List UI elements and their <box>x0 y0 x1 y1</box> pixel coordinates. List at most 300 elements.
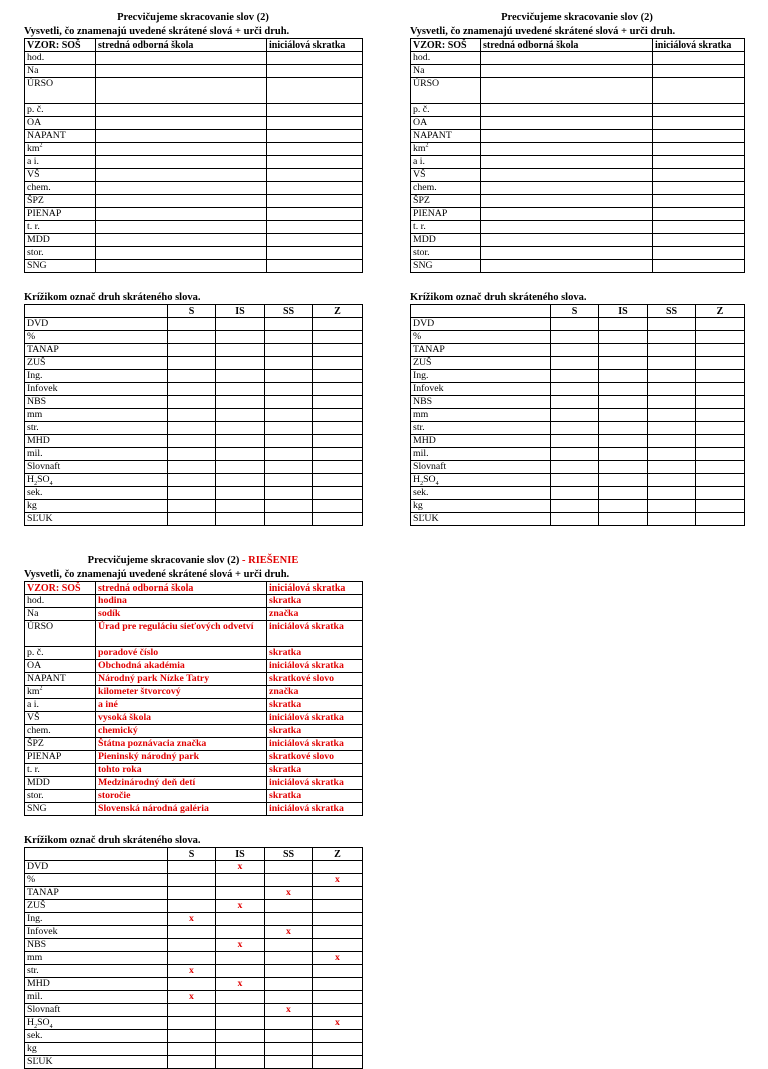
checkbox-cell[interactable] <box>265 448 313 461</box>
checkbox-cell[interactable] <box>599 409 648 422</box>
table-row <box>25 777 363 790</box>
checkbox-cell[interactable] <box>648 435 696 448</box>
checkbox-cell[interactable] <box>599 370 648 383</box>
checkbox-cell[interactable] <box>696 474 745 487</box>
meaning-cell[interactable] <box>481 104 653 117</box>
checkbox-cell[interactable] <box>696 487 745 500</box>
meaning-cell[interactable] <box>96 65 267 78</box>
meaning-cell: tohto roka <box>96 764 267 777</box>
checkbox-cell[interactable] <box>265 461 313 474</box>
checkbox-cell[interactable] <box>599 422 648 435</box>
checkbox-cell[interactable] <box>168 474 216 487</box>
abbreviation-type-table-solution <box>24 847 363 1069</box>
checkbox-cell <box>216 965 265 978</box>
checkbox-cell: x <box>265 926 313 939</box>
table-row <box>25 500 363 513</box>
checkbox-cell[interactable] <box>168 396 216 409</box>
checkbox-cell[interactable] <box>696 513 745 526</box>
abbreviation-cell: chem. <box>25 182 96 195</box>
checkbox-cell <box>313 965 363 978</box>
type-cell[interactable] <box>653 52 745 65</box>
type-cell[interactable] <box>267 247 363 260</box>
checkbox-cell <box>168 952 216 965</box>
type-cell: skratkové slovo <box>267 751 363 764</box>
table-row <box>411 474 745 487</box>
checkbox-cell[interactable] <box>216 487 265 500</box>
checkbox-cell[interactable] <box>551 370 599 383</box>
meaning-cell[interactable] <box>96 221 267 234</box>
table-row <box>411 65 745 78</box>
column-header-s: S <box>168 848 216 861</box>
checkbox-cell[interactable] <box>599 331 648 344</box>
checkbox-cell[interactable] <box>168 409 216 422</box>
type-cell[interactable] <box>267 182 363 195</box>
checkbox-cell[interactable] <box>696 370 745 383</box>
checkbox-cell[interactable] <box>648 318 696 331</box>
checkbox-cell[interactable] <box>216 513 265 526</box>
abbreviation-cell: $H_2SO_4$ <box>25 474 168 487</box>
checkbox-cell[interactable] <box>696 422 745 435</box>
checkbox-cell[interactable] <box>551 409 599 422</box>
abbreviation-cell: kg <box>25 1043 168 1056</box>
checkbox-cell[interactable] <box>216 435 265 448</box>
checkbox-cell[interactable] <box>313 435 363 448</box>
abbreviation-cell: p. č. <box>25 647 96 660</box>
table-row <box>25 65 363 78</box>
type-cell[interactable] <box>653 234 745 247</box>
type-cell[interactable] <box>267 78 363 104</box>
type-cell[interactable] <box>653 182 745 195</box>
type-cell[interactable] <box>267 52 363 65</box>
abbreviation-cell: ŠPZ <box>25 738 96 751</box>
checkbox-cell <box>216 1043 265 1056</box>
checkbox-cell[interactable] <box>696 461 745 474</box>
meaning-cell[interactable] <box>481 78 653 104</box>
type-cell: skratka <box>267 725 363 738</box>
abbreviation-cell: Na <box>25 65 96 78</box>
meaning-cell: Štátna poznávacia značka <box>96 738 267 751</box>
table-row <box>25 448 363 461</box>
type-cell[interactable] <box>267 65 363 78</box>
checkbox-cell[interactable] <box>313 448 363 461</box>
checkbox-cell[interactable] <box>648 396 696 409</box>
abbreviation-cell: Na <box>411 65 481 78</box>
checkbox-cell[interactable] <box>551 461 599 474</box>
checkbox-cell[interactable] <box>551 448 599 461</box>
abbreviation-cell: % <box>25 874 168 887</box>
table-row <box>25 939 363 952</box>
meaning-cell[interactable] <box>96 182 267 195</box>
abbreviation-cell: ŠPZ <box>25 195 96 208</box>
checkbox-cell[interactable] <box>216 383 265 396</box>
type-cell: skratka <box>267 764 363 777</box>
type-cell[interactable] <box>653 260 745 273</box>
checkbox-cell[interactable] <box>216 461 265 474</box>
meaning-cell[interactable] <box>96 208 267 221</box>
abbreviation-cell: TANAP <box>25 887 168 900</box>
type-cell[interactable] <box>653 78 745 104</box>
checkbox-cell[interactable] <box>313 474 363 487</box>
abbreviation-cell: NAPANT <box>411 130 481 143</box>
meaning-cell[interactable] <box>481 195 653 208</box>
table-row <box>25 608 363 621</box>
checkbox-cell[interactable] <box>216 344 265 357</box>
meaning-cell[interactable] <box>481 52 653 65</box>
checkbox-cell[interactable] <box>696 448 745 461</box>
meaning-cell[interactable] <box>481 260 653 273</box>
checkbox-cell[interactable] <box>265 513 313 526</box>
meaning-cell[interactable] <box>481 169 653 182</box>
checkbox-cell[interactable] <box>216 448 265 461</box>
checkbox-cell[interactable] <box>265 474 313 487</box>
meaning-cell[interactable] <box>96 195 267 208</box>
table-row <box>411 169 745 182</box>
checkbox-cell[interactable] <box>599 513 648 526</box>
meaning-cell: sodík <box>96 608 267 621</box>
table-row <box>25 900 363 913</box>
checkbox-cell[interactable] <box>168 500 216 513</box>
checkbox-cell[interactable] <box>216 474 265 487</box>
header-type: iniciálová skratka <box>653 39 745 52</box>
checkbox-cell[interactable] <box>551 357 599 370</box>
type-cell[interactable] <box>267 234 363 247</box>
checkbox-cell[interactable] <box>696 344 745 357</box>
checkbox-cell <box>216 887 265 900</box>
checkbox-cell[interactable] <box>168 422 216 435</box>
type-cell: iniciálová skratka <box>267 621 363 647</box>
abbreviation-cell: NBS <box>25 396 168 409</box>
abbreviation-type-table <box>410 304 745 526</box>
checkbox-cell[interactable] <box>168 487 216 500</box>
checkbox-cell[interactable] <box>265 396 313 409</box>
type-cell: skratka <box>267 790 363 803</box>
checkbox-cell[interactable] <box>599 461 648 474</box>
checkbox-cell[interactable] <box>696 435 745 448</box>
table-row <box>25 117 363 130</box>
checkbox-cell[interactable] <box>168 513 216 526</box>
checkbox-cell[interactable] <box>551 318 599 331</box>
meaning-cell[interactable] <box>481 117 653 130</box>
table-row <box>25 78 363 104</box>
checkbox-cell[interactable] <box>696 318 745 331</box>
table-row <box>411 78 745 104</box>
abbreviation-cell: Infovek <box>25 383 168 396</box>
checkbox-cell[interactable] <box>313 331 363 344</box>
checkbox-cell[interactable] <box>599 396 648 409</box>
checkbox-cell[interactable] <box>648 344 696 357</box>
abbreviation-cell: a i. <box>25 156 96 169</box>
checkbox-cell <box>265 913 313 926</box>
meaning-cell[interactable] <box>96 52 267 65</box>
checkbox-cell[interactable] <box>648 409 696 422</box>
checkbox-cell[interactable] <box>168 357 216 370</box>
checkbox-cell[interactable] <box>551 513 599 526</box>
meaning-cell[interactable] <box>96 156 267 169</box>
checkbox-cell[interactable] <box>696 357 745 370</box>
type-cell: skratka <box>267 699 363 712</box>
table-row <box>25 234 363 247</box>
abbreviation-cell: hod. <box>25 595 96 608</box>
column-header-is: IS <box>216 848 265 861</box>
checkbox-cell[interactable] <box>265 435 313 448</box>
type-cell[interactable] <box>267 156 363 169</box>
checkbox-cell[interactable] <box>551 500 599 513</box>
table-row <box>25 396 363 409</box>
checkbox-cell[interactable] <box>168 318 216 331</box>
abbreviation-cell: Ing. <box>25 913 168 926</box>
checkbox-cell[interactable] <box>216 370 265 383</box>
checkbox-cell[interactable] <box>648 513 696 526</box>
meaning-cell[interactable] <box>481 143 653 156</box>
instruction-explain: Vysvetli, čo znamenajú uvedené skrátené slová + urči druh. <box>410 26 676 37</box>
checkbox-cell[interactable] <box>216 331 265 344</box>
abbreviation-cell: SĽUK <box>25 1056 168 1069</box>
table-row <box>411 247 745 260</box>
checkbox-cell[interactable] <box>599 357 648 370</box>
type-cell[interactable] <box>653 195 745 208</box>
checkbox-cell[interactable] <box>168 383 216 396</box>
type-cell[interactable] <box>267 221 363 234</box>
type-cell[interactable] <box>653 104 745 117</box>
checkbox-cell[interactable] <box>648 474 696 487</box>
table-row <box>411 117 745 130</box>
checkbox-cell[interactable] <box>313 383 363 396</box>
checkbox-cell[interactable] <box>648 370 696 383</box>
checkbox-cell[interactable] <box>313 422 363 435</box>
checkbox-cell[interactable] <box>216 500 265 513</box>
meaning-cell[interactable] <box>481 130 653 143</box>
abbreviation-cell: str. <box>25 422 168 435</box>
checkbox-cell[interactable] <box>265 500 313 513</box>
table-row <box>411 435 745 448</box>
checkbox-cell[interactable] <box>551 435 599 448</box>
checkbox-cell[interactable] <box>648 331 696 344</box>
checkbox-cell[interactable] <box>696 409 745 422</box>
meaning-cell[interactable] <box>481 234 653 247</box>
checkbox-cell[interactable] <box>313 370 363 383</box>
type-cell[interactable] <box>267 104 363 117</box>
checkbox-cell[interactable] <box>265 487 313 500</box>
checkbox-cell[interactable] <box>265 370 313 383</box>
meaning-cell[interactable] <box>481 65 653 78</box>
type-cell[interactable] <box>653 208 745 221</box>
checkbox-cell[interactable] <box>551 487 599 500</box>
meaning-cell[interactable] <box>96 169 267 182</box>
table-row <box>25 130 363 143</box>
meaning-cell[interactable] <box>96 78 267 104</box>
meaning-cell[interactable] <box>96 117 267 130</box>
checkbox-cell[interactable] <box>696 500 745 513</box>
checkbox-cell[interactable] <box>599 487 648 500</box>
checkbox-cell <box>216 952 265 965</box>
type-cell[interactable] <box>267 208 363 221</box>
checkbox-cell[interactable] <box>168 461 216 474</box>
checkbox-cell[interactable] <box>313 318 363 331</box>
checkbox-cell[interactable] <box>216 357 265 370</box>
checkbox-cell[interactable] <box>599 474 648 487</box>
meaning-cell[interactable] <box>96 130 267 143</box>
type-cell[interactable] <box>653 143 745 156</box>
meaning-cell[interactable] <box>96 260 267 273</box>
checkbox-cell[interactable] <box>599 435 648 448</box>
table-row <box>411 344 745 357</box>
checkbox-cell[interactable] <box>168 344 216 357</box>
meaning-cell: chemický <box>96 725 267 738</box>
type-cell: skratka <box>267 595 363 608</box>
table-row <box>411 357 745 370</box>
meaning-cell[interactable] <box>481 182 653 195</box>
checkbox-cell[interactable] <box>216 396 265 409</box>
type-cell[interactable] <box>267 260 363 273</box>
checkbox-cell[interactable] <box>696 396 745 409</box>
checkbox-cell[interactable] <box>599 500 648 513</box>
checkbox-cell[interactable] <box>313 500 363 513</box>
table-row <box>411 513 745 526</box>
table-row <box>25 1004 363 1017</box>
table-row <box>411 487 745 500</box>
table-row <box>411 383 745 396</box>
meaning-cell[interactable] <box>96 247 267 260</box>
meaning-cell[interactable] <box>481 247 653 260</box>
type-cell[interactable] <box>653 65 745 78</box>
checkbox-cell[interactable] <box>313 409 363 422</box>
checkbox-cell[interactable] <box>313 513 363 526</box>
checkbox-cell[interactable] <box>648 422 696 435</box>
checkbox-cell[interactable] <box>648 448 696 461</box>
table-row <box>411 370 745 383</box>
type-cell[interactable] <box>267 143 363 156</box>
checkbox-cell[interactable] <box>648 461 696 474</box>
checkbox-cell[interactable] <box>648 487 696 500</box>
checkbox-cell[interactable] <box>313 461 363 474</box>
table-row <box>25 1017 363 1030</box>
checkbox-cell <box>168 874 216 887</box>
checkbox-cell[interactable] <box>216 409 265 422</box>
checkbox-cell[interactable] <box>648 383 696 396</box>
checkbox-cell[interactable] <box>551 422 599 435</box>
checkbox-cell[interactable] <box>648 500 696 513</box>
abbreviation-cell: VŠ <box>411 169 481 182</box>
type-cell[interactable] <box>653 156 745 169</box>
checkbox-cell[interactable] <box>696 383 745 396</box>
table-row <box>25 991 363 1004</box>
type-cell[interactable] <box>267 130 363 143</box>
checkbox-cell[interactable] <box>216 422 265 435</box>
checkbox-cell[interactable] <box>265 344 313 357</box>
table-row <box>25 52 363 65</box>
abbreviation-cell: sek. <box>25 1030 168 1043</box>
meaning-cell[interactable] <box>481 156 653 169</box>
abbreviation-cell: sek. <box>411 487 551 500</box>
checkbox-cell[interactable] <box>168 370 216 383</box>
checkbox-cell[interactable] <box>168 435 216 448</box>
instruction-mark: Krížikom označ druh skráteného slova. <box>24 835 201 846</box>
type-cell[interactable] <box>653 247 745 260</box>
abbreviation-cell: p. č. <box>411 104 481 117</box>
type-cell[interactable] <box>653 169 745 182</box>
type-cell[interactable] <box>653 117 745 130</box>
checkbox-cell[interactable] <box>599 344 648 357</box>
checkbox-cell[interactable] <box>313 344 363 357</box>
meaning-cell[interactable] <box>96 104 267 117</box>
checkbox-cell <box>168 861 216 874</box>
checkbox-cell[interactable] <box>648 357 696 370</box>
checkbox-cell: x <box>168 913 216 926</box>
abbreviation-cell: t. r. <box>25 221 96 234</box>
abbreviation-cell: Infovek <box>411 383 551 396</box>
checkbox-cell[interactable] <box>313 487 363 500</box>
checkbox-cell[interactable] <box>551 383 599 396</box>
meaning-cell[interactable] <box>96 143 267 156</box>
table-row <box>25 790 363 803</box>
table-row <box>25 913 363 926</box>
checkbox-cell[interactable] <box>551 344 599 357</box>
table-row <box>25 660 363 673</box>
checkbox-cell[interactable] <box>551 331 599 344</box>
abbreviation-cell: PIENAP <box>411 208 481 221</box>
checkbox-cell[interactable] <box>265 383 313 396</box>
checkbox-cell[interactable] <box>696 331 745 344</box>
checkbox-cell[interactable] <box>265 331 313 344</box>
checkbox-cell <box>313 1004 363 1017</box>
abbreviation-cell: stor. <box>411 247 481 260</box>
type-cell[interactable] <box>267 169 363 182</box>
checkbox-cell: x <box>216 939 265 952</box>
table-row <box>25 764 363 777</box>
table-row <box>25 422 363 435</box>
checkbox-cell <box>168 1004 216 1017</box>
abbreviation-cell: Slovnaft <box>25 461 168 474</box>
checkbox-cell[interactable] <box>168 331 216 344</box>
meaning-cell[interactable] <box>96 234 267 247</box>
type-cell[interactable] <box>267 195 363 208</box>
abbreviation-cell: p. č. <box>25 104 96 117</box>
meaning-cell[interactable] <box>481 208 653 221</box>
abbreviation-cell: MHD <box>25 435 168 448</box>
checkbox-cell[interactable] <box>599 448 648 461</box>
type-cell[interactable] <box>653 130 745 143</box>
checkbox-cell <box>313 1056 363 1069</box>
table-row <box>411 234 745 247</box>
checkbox-cell[interactable] <box>599 383 648 396</box>
checkbox-cell[interactable] <box>168 448 216 461</box>
checkbox-cell[interactable] <box>216 318 265 331</box>
checkbox-cell[interactable] <box>265 318 313 331</box>
table-row <box>25 318 363 331</box>
checkbox-cell[interactable] <box>265 422 313 435</box>
checkbox-cell[interactable] <box>313 357 363 370</box>
checkbox-cell <box>313 1030 363 1043</box>
meaning-cell[interactable] <box>481 221 653 234</box>
checkbox-cell <box>216 1056 265 1069</box>
checkbox-cell <box>265 874 313 887</box>
instruction-mark: Krížikom označ druh skráteného slova. <box>410 292 587 303</box>
checkbox-cell[interactable] <box>551 474 599 487</box>
abbreviation-cell: ŠPZ <box>411 195 481 208</box>
type-cell[interactable] <box>267 117 363 130</box>
checkbox-cell <box>168 887 216 900</box>
type-cell[interactable] <box>653 221 745 234</box>
checkbox-cell[interactable] <box>599 318 648 331</box>
checkbox-cell[interactable] <box>551 396 599 409</box>
table-row <box>25 104 363 117</box>
meaning-cell: Pieninský národný park <box>96 751 267 764</box>
checkbox-cell[interactable] <box>313 396 363 409</box>
checkbox-cell[interactable] <box>265 357 313 370</box>
table-row <box>411 52 745 65</box>
checkbox-cell <box>265 1043 313 1056</box>
checkbox-cell[interactable] <box>265 409 313 422</box>
